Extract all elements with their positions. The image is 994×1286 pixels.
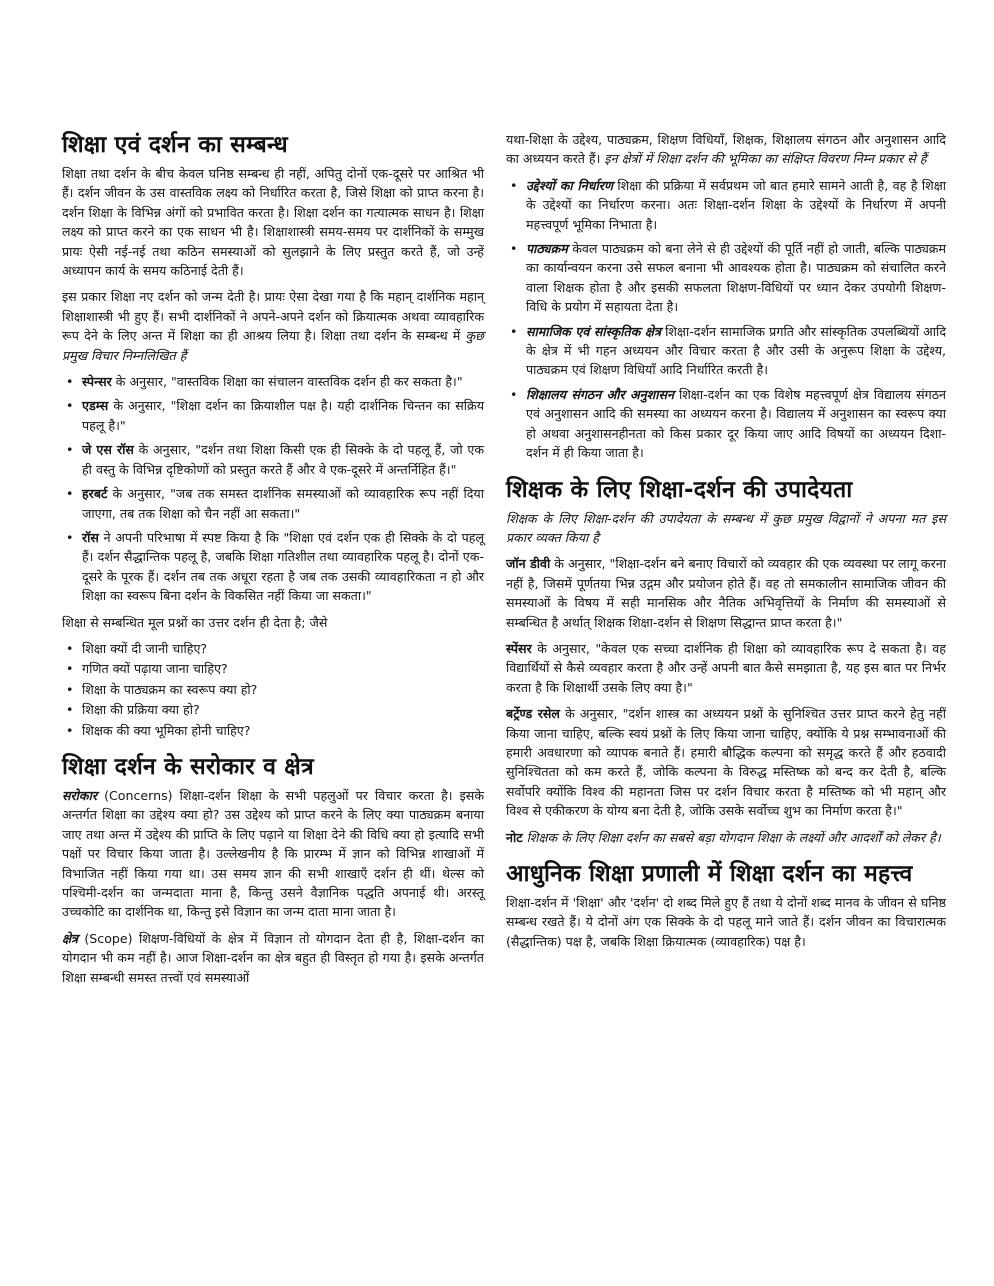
bullet-icon: • [66, 529, 74, 545]
quote-list [62, 372, 484, 605]
bullet-icon: • [510, 177, 518, 193]
bullet-icon: • [510, 323, 518, 339]
list-item: • पाठ्यक्रम केवल पाठ्यक्रम को बना लेने से ही उद्देश्यों की पूर्ति नहीं हो जाती, बल्कि पाठ्यक्रम का कार्यान्वयन करना उसे सफल बनाना भी आवश्यक होता है। पाठ्यक्रम को संचालित करने वाला शिक्षक होता है और इसकी सफलता शिक्षण-विधियों पर ध्यान देकर उपयोगी शिक्षण-विधि के प्रयोग में सहायता देता है। [510, 241, 946, 315]
list-item: • रॉस ने अपनी परिभाषा में स्पष्ट किया है कि "शिक्षा एवं दर्शन एक ही सिक्के के दो पहलू हैं। दर्शन सैद्धान्तिक पहलू है, जबकि शिक्षा गतिशील तथा व्यावहारिक पहलू है। दोनों एक-दूसरे के पूरक हैं। दर्शन तब तक अधूरा रहता है जब तक उसकी व्यावहारिकता न हो और शिक्षा का स्वरूप बिना दर्शन के विकसित नहीं किया जा सकता।" [66, 529, 484, 604]
bullet-icon: • [66, 398, 74, 414]
paragraph: स्पेंसर के अनुसार, "केवल एक सच्चा दार्शनिक ही शिक्षा को व्यावहारिक रूप दे सकता है। वह विद्यार्थियों से कैसे व्यवहार करता है और उन्हें अपनी बात कैसे समझाता है, यह इस बात पर निर्भर करता है कि शिक्षार्थी उसके लिए क्या है।" [506, 640, 946, 695]
paragraph: शिक्षा तथा दर्शन के बीच केवल घनिष्ठ सम्बन्ध ही नहीं, अपितु दोनों एक-दूसरे पर आश्रित भी हैं। दर्शन जीवन के उस वास्तविक लक्ष्य को निर्धारित करता है, जिसे शिक्षा को प्राप्त करना है। दर्शन शिक्षा के विभिन्न अंगों को प्रभावित करता है। शिक्षा दर्शन का गत्यात्मक साधन है। शिक्षा लक्ष्य को प्राप्त करने का एक साधन भी है। शिक्षाशास्त्री समय-समय पर दार्शनिकों के सम्मुख प्रायः ऐसी नई-नई तथा कठिन समस्याओं को सुलझाने के लिए प्रस्तुत करते हैं, जो उन्हें अध्यापन कार्य के समय कठिनाई देती हैं। [62, 166, 484, 279]
bullet-icon: • [66, 640, 74, 656]
areas-list [506, 176, 946, 463]
list-item: • उद्देश्यों का निर्धारण शिक्षा की प्रक्रिया में सर्वप्रथम जो बात हमारे सामने आती है, वह है शिक्षा के उद्देश्यों का निर्धारण करना। अतः शिक्षा-दर्शन शिक्षा के उद्देश्यों के निर्धारण में अपनी महत्त्वपूर्ण भूमिका निभाता है। [510, 177, 946, 232]
list-item: • जे एस रॉस के अनुसार, "दर्शन तथा शिक्षा किसी एक ही सिक्के के दो पहलू हैं, जो एक ही वस्तु के विभिन्न दृष्टिकोणों को प्रस्तुत करते हैं और वे एक-दूसरे में अन्तर्निहित हैं।" [66, 442, 484, 477]
bullet-icon: • [66, 702, 74, 718]
bullet-icon: • [510, 241, 518, 257]
paragraph: क्षेत्र (Scope) शिक्षण-विधियों के क्षेत्र में विज्ञान तो योगदान देता ही है, शिक्षा-दर्शन का योगदान भी कम नहीं है। आज शिक्षा-दर्शन का क्षेत्र बहुत ही विस्तृत हो गया है। इसके अन्तर्गत शिक्षा सम्बन्धी समस्त तत्त्वों एवं समस्याओं [62, 930, 484, 985]
paragraph: सरोकार (Concerns) शिक्षा-दर्शन शिक्षा के सभी पहलुओं पर विचार करता है। इसके अन्तर्गत शिक्षा का उद्देश्य क्या हो? उस उद्देश्य को प्राप्त करने के लिए क्या पाठ्यक्रम बनाया जाए तथा अन्त में उद्देश्य की प्राप्ति के लिए पढ़ाने या शिक्षा देने की विधि क्या हो इत्यादि सभी पक्षों पर विचार किया जाता है। उल्लेखनीय है कि प्रारम्भ में ज्ञान को विभिन्न शाखाओं में विभाजित नहीं किया गया था। उस समय ज्ञान की सभी शाखाएँ दर्शन ही थीं। थेल्स को पश्चिमी-दर्शन का जन्मदाता माना है, किन्तु उसने वैज्ञानिक पद्धति अपनाई थी। अरस्तू उच्चकोटि का दार्शनिक था, किन्तु इसे विज्ञान का जन्म दाता माना जाता है। [62, 787, 484, 920]
list-item: • गणित क्यों पढ़ाया जाना चाहिए? [62, 659, 484, 678]
heading-modern-education-importance: आधुनिक शिक्षा प्रणाली में शिक्षा दर्शन का महत्त्व [506, 861, 913, 887]
list-item: • शिक्षालय संगठन और अनुशासन शिक्षा-दर्शन का एक विशेष महत्त्वपूर्ण क्षेत्र विद्यालय संगठन एवं अनुशासन आदि की समस्या का अध्ययन करना है। विद्यालय में अनुशासन का स्वरूप क्या हो अथवा अनुशासनहीनता को किस प्रकार दूर किया जाए आदि विषयों का अध्ययन दिशा-दर्शन में ही किया जाता है। [510, 386, 947, 461]
paragraph: शिक्षा से सम्बन्धित मूल प्रश्नों का उत्तर दर्शन ही देता है; जैसे [62, 614, 328, 630]
bullet-icon: • [510, 386, 518, 402]
paragraph: बर्ट्रेण्ड रसेल के अनुसार, "दर्शन शास्त्र का अध्ययन प्रश्नों के सुनिश्चित उत्तर प्राप्त करने हेतु नहीं किया जाना चाहिए, बल्कि स्वयं प्रश्नों के लिए किया जाना चाहिए, क्योंकि ये प्रश्न सम्भावनाओं की हमारी अवधारणा को व्यापक बनाते हैं। हमारी बौद्धिक कल्पना को समृद्ध करते हैं और हठवादी सुनिश्चितता को कम करते हैं, जोकि कल्पना के विरुद्ध मस्तिष्क को बन्द कर देती है, बल्कि सर्वोपरि क्योंकि विश्व की महानता जिस पर दर्शन विचार करता है मस्तिष्क को भी महान् और विश्व से एकीकरण के योग्य बना देती है, जोकि उसके सर्वोच्च शुभ का निर्माण करता है।" [506, 706, 946, 819]
paragraph: यथा-शिक्षा के उद्देश्य, पाठ्यक्रम, शिक्षण विधियाँ, शिक्षक, शिक्षालय संगठन और अनुशासन आदि का अध्ययन करते हैं। इन क्षेत्रों में शिक्षा दर्शन की भूमिका का संक्षिप्त विवरण निम्न प्रकार से हैं [506, 132, 946, 167]
bullet-icon: • [66, 722, 74, 738]
paragraph: शिक्षक के लिए शिक्षा-दर्शन की उपादेयता के सम्बन्ध में कुछ प्रमुख विद्वानों ने अपना मत इस प्रकार व्यक्त किया है [506, 510, 946, 545]
list-item: • शिक्षा क्यों दी जानी चाहिए? [62, 639, 484, 658]
bullet-icon: • [66, 681, 74, 697]
bullet-icon: • [66, 661, 74, 677]
heading-teacher-utility: शिक्षक के लिए शिक्षा-दर्शन की उपादेयता [506, 476, 853, 503]
left-column [62, 130, 484, 994]
right-column [506, 130, 946, 958]
list-item: • शिक्षक की क्या भूमिका होनी चाहिए? [62, 721, 484, 740]
list-item: • सामाजिक एवं सांस्कृतिक क्षेत्र शिक्षा-दर्शन सामाजिक प्रगति और सांस्कृतिक उपलब्धियों आदि के क्षेत्र में भी गहन अध्ययन और विचार करता है और उसी के अनुरूप शिक्षा के उद्देश्य, पाठ्यक्रम एवं शिक्षण विधियाँ आदि निर्धारित करती है। [510, 323, 947, 378]
bullet-icon: • [66, 486, 74, 502]
paragraph: शिक्षा-दर्शन में 'शिक्षा' और 'दर्शन' दो शब्द मिले हुए हैं तथा ये दोनों शब्द मानव के जीवन से घनिष्ठ सम्बन्ध रखते हैं। ये दोनों अंग एक सिक्के के दो पहलू माने जाते हैं। दर्शन जीवन का विचारात्मक (सैद्धान्तिक) पक्ष है, जबकि शिक्षा क्रियात्मक (व्यावहारिक) पक्ष है। [506, 895, 946, 949]
list-item: • स्पेन्सर के अनुसार, "वास्तविक शिक्षा का संचालन वास्तविक दर्शन ही कर सकता है।" [62, 372, 484, 391]
note: नोट शिक्षक के लिए शिक्षा दर्शन का सबसे बड़ा योगदान शिक्षा के लक्ष्यों और आदर्शों को लेकर है। [506, 829, 941, 845]
bullet-icon: • [66, 374, 74, 390]
question-list [62, 639, 484, 740]
list-item: • एडम्स के अनुसार, "शिक्षा दर्शन का क्रियाशील पक्ष है। यही दार्शनिक चिन्तन का सक्रिय पहलू है।" [66, 398, 484, 433]
paragraph: जॉन डीवी के अनुसार, "शिक्षा-दर्शन बने बनाए विचारों को व्यवहार की एक व्यवस्था पर लागू करना नहीं है, जिसमें पूर्णतया भिन्न उद्गम और प्रयोजन होते हैं। वह तो समकालीन सामाजिक जीवन की समस्याओं के विषय में सही मानसिक और नैतिक अभिवृत्तियों के निर्माण की समस्याओं से सम्बन्धित है अर्थात् शिक्षक शिक्षा-दर्शन से शिक्षण सिद्धान्त प्राप्त करता है।" [506, 556, 946, 630]
paragraph: इस प्रकार शिक्षा नए दर्शन को जन्म देती है। प्रायः ऐसा देखा गया है कि महान् दार्शनिक महान् शिक्षाशास्त्री भी हुए हैं। सभी दार्शनिकों ने अपने-अपने दर्शन को क्रियात्मक अथवा व्यावहारिक रूप देने के लिए अन्त में शिक्षा का ही आश्रय लिया है। शिक्षा तथा दर्शन के सम्बन्ध में कुछ प्रमुख विचार निम्नलिखित हैं [62, 289, 484, 363]
bullet-icon: • [66, 442, 74, 458]
list-item: • शिक्षा की प्रक्रिया क्या हो? [62, 700, 484, 719]
heading-concerns-scope: शिक्षा दर्शन के सरोकार व क्षेत्र [62, 753, 314, 780]
heading-education-philosophy-relation: शिक्षा एवं दर्शन का सम्बन्ध [62, 132, 288, 158]
list-item: • हरबर्ट के अनुसार, "जब तक समस्त दार्शनिक समस्याओं को व्यावहारिक रूप नहीं दिया जाएगा, तब तक शिक्षा को चैन नहीं आ सकता।" [66, 486, 484, 521]
list-item: • शिक्षा के पाठ्यक्रम का स्वरूप क्या हो? [62, 680, 484, 699]
